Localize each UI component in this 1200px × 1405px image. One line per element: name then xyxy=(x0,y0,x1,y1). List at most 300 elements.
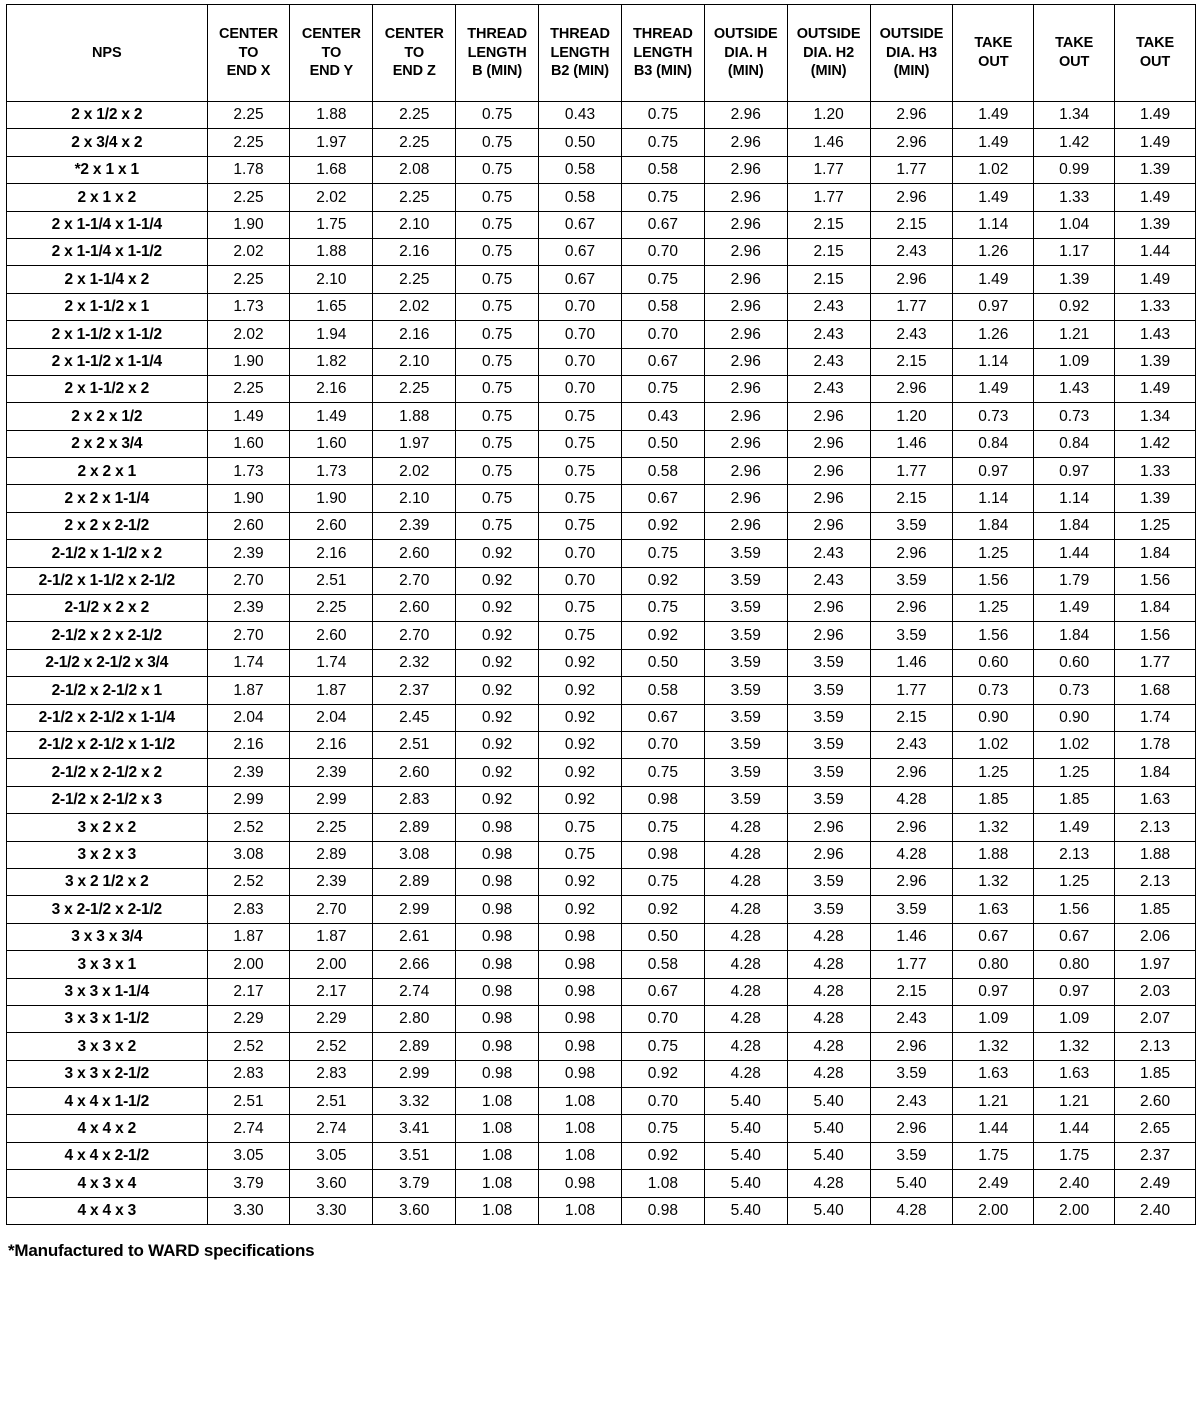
cell-b: 0.92 xyxy=(456,622,539,649)
column-header-line: TAKE xyxy=(974,35,1013,52)
cell-h: 4.28 xyxy=(704,868,787,895)
cell-t2: 1.42 xyxy=(1034,129,1115,156)
cell-t1: 1.32 xyxy=(953,868,1034,895)
cell-t3: 2.03 xyxy=(1115,978,1196,1005)
cell-b2: 1.08 xyxy=(539,1142,622,1169)
cell-b3: 0.75 xyxy=(621,759,704,786)
cell-t3: 1.63 xyxy=(1115,786,1196,813)
cell-h2: 3.59 xyxy=(787,677,870,704)
cell-b3: 0.67 xyxy=(621,978,704,1005)
column-header-line: OUTSIDE xyxy=(796,26,861,43)
cell-t1: 1.25 xyxy=(953,595,1034,622)
cell-b: 0.75 xyxy=(456,485,539,512)
cell-nps: 2-1/2 x 2-1/2 x 3/4 xyxy=(7,649,208,676)
cell-b2: 0.98 xyxy=(539,1170,622,1197)
cell-b3: 0.70 xyxy=(621,731,704,758)
cell-b3: 0.70 xyxy=(621,1005,704,1032)
cell-h: 2.96 xyxy=(704,238,787,265)
cell-t3: 1.34 xyxy=(1115,403,1196,430)
cell-t3: 1.39 xyxy=(1115,211,1196,238)
cell-x: 2.39 xyxy=(207,540,290,567)
cell-h: 2.96 xyxy=(704,266,787,293)
cell-y: 2.52 xyxy=(290,1033,373,1060)
fitting-dimensions-table xyxy=(6,4,1196,1225)
cell-h: 2.96 xyxy=(704,375,787,402)
cell-b3: 0.92 xyxy=(621,1142,704,1169)
cell-b2: 1.08 xyxy=(539,1088,622,1115)
cell-x: 2.60 xyxy=(207,512,290,539)
column-header-x xyxy=(207,5,290,102)
cell-h: 5.40 xyxy=(704,1115,787,1142)
cell-t3: 1.49 xyxy=(1115,266,1196,293)
cell-t1: 1.85 xyxy=(953,786,1034,813)
cell-nps: 2 x 2 x 2-1/2 xyxy=(7,512,208,539)
cell-t3: 1.74 xyxy=(1115,704,1196,731)
cell-y: 2.74 xyxy=(290,1115,373,1142)
cell-nps: 3 x 2 1/2 x 2 xyxy=(7,868,208,895)
cell-b2: 1.08 xyxy=(539,1115,622,1142)
cell-t1: 0.67 xyxy=(953,923,1034,950)
cell-h: 4.28 xyxy=(704,814,787,841)
cell-b2: 0.70 xyxy=(539,293,622,320)
cell-nps: 2-1/2 x 2 x 2-1/2 xyxy=(7,622,208,649)
cell-y: 1.73 xyxy=(290,458,373,485)
cell-h: 3.59 xyxy=(704,567,787,594)
cell-t3: 1.88 xyxy=(1115,841,1196,868)
cell-h: 3.59 xyxy=(704,595,787,622)
cell-x: 2.29 xyxy=(207,1005,290,1032)
column-header-t3 xyxy=(1115,5,1196,102)
cell-t3: 2.07 xyxy=(1115,1005,1196,1032)
cell-b3: 0.43 xyxy=(621,403,704,430)
cell-nps: 2 x 2 x 1/2 xyxy=(7,403,208,430)
cell-t2: 1.02 xyxy=(1034,731,1115,758)
cell-y: 1.87 xyxy=(290,677,373,704)
column-header-b xyxy=(456,5,539,102)
cell-t3: 1.33 xyxy=(1115,293,1196,320)
cell-h2: 2.96 xyxy=(787,841,870,868)
cell-t3: 1.44 xyxy=(1115,238,1196,265)
cell-h3: 1.77 xyxy=(870,293,953,320)
cell-b: 0.98 xyxy=(456,868,539,895)
cell-nps: 3 x 3 x 2 xyxy=(7,1033,208,1060)
cell-t2: 2.13 xyxy=(1034,841,1115,868)
column-header-line: OUT xyxy=(978,54,1009,70)
cell-b2: 0.43 xyxy=(539,102,622,129)
cell-z: 2.25 xyxy=(373,102,456,129)
cell-b: 0.98 xyxy=(456,923,539,950)
cell-h2: 1.46 xyxy=(787,129,870,156)
cell-h3: 2.96 xyxy=(870,102,953,129)
cell-t1: 0.80 xyxy=(953,951,1034,978)
cell-b2: 0.98 xyxy=(539,978,622,1005)
cell-b3: 0.75 xyxy=(621,1033,704,1060)
cell-h2: 2.15 xyxy=(787,211,870,238)
cell-h3: 2.96 xyxy=(870,868,953,895)
cell-t3: 2.40 xyxy=(1115,1197,1196,1224)
cell-nps: 2 x 1-1/2 x 1-1/4 xyxy=(7,348,208,375)
cell-z: 2.99 xyxy=(373,896,456,923)
cell-t1: 1.84 xyxy=(953,512,1034,539)
column-header-h3 xyxy=(870,5,953,102)
table-row xyxy=(7,430,1196,457)
table-row xyxy=(7,1115,1196,1142)
table-row xyxy=(7,540,1196,567)
cell-b: 0.75 xyxy=(456,321,539,348)
cell-z: 2.08 xyxy=(373,156,456,183)
cell-b: 0.98 xyxy=(456,896,539,923)
cell-b: 0.75 xyxy=(456,156,539,183)
cell-h3: 1.77 xyxy=(870,458,953,485)
cell-b2: 0.92 xyxy=(539,731,622,758)
cell-h2: 2.43 xyxy=(787,375,870,402)
cell-x: 2.17 xyxy=(207,978,290,1005)
cell-h: 2.96 xyxy=(704,458,787,485)
cell-t2: 1.84 xyxy=(1034,622,1115,649)
cell-x: 2.83 xyxy=(207,896,290,923)
cell-h2: 3.59 xyxy=(787,704,870,731)
table-row xyxy=(7,814,1196,841)
cell-h3: 2.96 xyxy=(870,266,953,293)
cell-y: 2.29 xyxy=(290,1005,373,1032)
cell-b: 0.92 xyxy=(456,759,539,786)
column-header-line: CENTER xyxy=(218,26,278,43)
cell-h3: 2.43 xyxy=(870,1005,953,1032)
table-row xyxy=(7,1197,1196,1224)
table-row xyxy=(7,731,1196,758)
cell-b3: 0.58 xyxy=(621,293,704,320)
table-row xyxy=(7,266,1196,293)
cell-t1: 0.60 xyxy=(953,649,1034,676)
cell-t2: 1.79 xyxy=(1034,567,1115,594)
column-header-line: END Y xyxy=(309,63,354,80)
cell-t3: 1.43 xyxy=(1115,321,1196,348)
cell-x: 1.60 xyxy=(207,430,290,457)
cell-b: 0.98 xyxy=(456,978,539,1005)
cell-t2: 1.09 xyxy=(1034,1005,1115,1032)
cell-t1: 1.26 xyxy=(953,238,1034,265)
cell-nps: 2 x 1-1/4 x 1-1/2 xyxy=(7,238,208,265)
cell-t2: 0.80 xyxy=(1034,951,1115,978)
cell-t3: 1.85 xyxy=(1115,1060,1196,1087)
column-header-line: TAKE xyxy=(1055,35,1094,52)
cell-x: 1.90 xyxy=(207,348,290,375)
table-row xyxy=(7,1088,1196,1115)
cell-h2: 3.59 xyxy=(787,868,870,895)
cell-b2: 0.75 xyxy=(539,814,622,841)
cell-t1: 1.14 xyxy=(953,485,1034,512)
column-header-line: NPS xyxy=(92,44,122,61)
cell-h2: 4.28 xyxy=(787,923,870,950)
column-header-line: OUTSIDE xyxy=(879,26,944,43)
cell-h: 2.96 xyxy=(704,156,787,183)
cell-t2: 0.99 xyxy=(1034,156,1115,183)
cell-z: 2.02 xyxy=(373,458,456,485)
cell-b: 0.92 xyxy=(456,567,539,594)
cell-b: 0.75 xyxy=(456,184,539,211)
cell-b3: 1.08 xyxy=(621,1170,704,1197)
cell-b: 0.75 xyxy=(456,458,539,485)
cell-y: 1.60 xyxy=(290,430,373,457)
cell-nps: 3 x 2-1/2 x 2-1/2 xyxy=(7,896,208,923)
column-header-line: THREAD xyxy=(632,26,693,43)
cell-y: 1.90 xyxy=(290,485,373,512)
cell-h3: 3.59 xyxy=(870,896,953,923)
cell-z: 2.16 xyxy=(373,321,456,348)
cell-z: 2.89 xyxy=(373,868,456,895)
table-row xyxy=(7,868,1196,895)
cell-t2: 1.43 xyxy=(1034,375,1115,402)
cell-h3: 1.46 xyxy=(870,649,953,676)
cell-b: 1.08 xyxy=(456,1115,539,1142)
table-row xyxy=(7,622,1196,649)
cell-t2: 1.14 xyxy=(1034,485,1115,512)
cell-h2: 4.28 xyxy=(787,1170,870,1197)
cell-h3: 5.40 xyxy=(870,1170,953,1197)
cell-z: 2.10 xyxy=(373,485,456,512)
cell-b: 1.08 xyxy=(456,1088,539,1115)
cell-h2: 5.40 xyxy=(787,1197,870,1224)
cell-z: 1.88 xyxy=(373,403,456,430)
cell-h2: 5.40 xyxy=(787,1115,870,1142)
cell-z: 2.61 xyxy=(373,923,456,950)
cell-x: 2.25 xyxy=(207,266,290,293)
cell-h: 2.96 xyxy=(704,512,787,539)
cell-y: 1.94 xyxy=(290,321,373,348)
cell-t2: 1.33 xyxy=(1034,184,1115,211)
cell-h2: 5.40 xyxy=(787,1088,870,1115)
cell-nps: 2-1/2 x 2-1/2 x 1-1/2 xyxy=(7,731,208,758)
cell-t3: 1.49 xyxy=(1115,375,1196,402)
cell-b3: 0.70 xyxy=(621,321,704,348)
table-row xyxy=(7,677,1196,704)
cell-b2: 0.98 xyxy=(539,1033,622,1060)
cell-b2: 0.75 xyxy=(539,841,622,868)
cell-h2: 3.59 xyxy=(787,786,870,813)
cell-b3: 0.67 xyxy=(621,704,704,731)
cell-h3: 4.28 xyxy=(870,786,953,813)
cell-nps: 4 x 3 x 4 xyxy=(7,1170,208,1197)
column-header-line: THREAD xyxy=(550,26,610,43)
cell-z: 2.74 xyxy=(373,978,456,1005)
cell-x: 3.08 xyxy=(207,841,290,868)
table-row xyxy=(7,567,1196,594)
cell-b3: 0.75 xyxy=(621,814,704,841)
column-header-line: LENGTH xyxy=(550,44,610,61)
cell-b2: 0.92 xyxy=(539,677,622,704)
cell-t1: 1.56 xyxy=(953,622,1034,649)
cell-x: 2.25 xyxy=(207,184,290,211)
cell-nps: 3 x 3 x 1-1/4 xyxy=(7,978,208,1005)
cell-nps: 2 x 1 x 2 xyxy=(7,184,208,211)
table-row xyxy=(7,786,1196,813)
cell-b3: 0.92 xyxy=(621,622,704,649)
cell-b2: 0.92 xyxy=(539,704,622,731)
cell-b3: 0.92 xyxy=(621,567,704,594)
cell-t1: 1.02 xyxy=(953,731,1034,758)
cell-x: 1.90 xyxy=(207,211,290,238)
cell-t3: 2.65 xyxy=(1115,1115,1196,1142)
cell-b3: 0.50 xyxy=(621,649,704,676)
cell-nps: 3 x 2 x 2 xyxy=(7,814,208,841)
cell-y: 1.65 xyxy=(290,293,373,320)
cell-h2: 4.28 xyxy=(787,1033,870,1060)
cell-y: 2.51 xyxy=(290,567,373,594)
cell-y: 1.82 xyxy=(290,348,373,375)
cell-z: 2.80 xyxy=(373,1005,456,1032)
cell-h3: 1.20 xyxy=(870,403,953,430)
table-row xyxy=(7,458,1196,485)
cell-h: 2.96 xyxy=(704,129,787,156)
cell-b: 0.92 xyxy=(456,595,539,622)
cell-h2: 4.28 xyxy=(787,1060,870,1087)
cell-y: 3.60 xyxy=(290,1170,373,1197)
table-row xyxy=(7,184,1196,211)
cell-y: 1.87 xyxy=(290,923,373,950)
cell-h2: 2.43 xyxy=(787,540,870,567)
cell-h2: 3.59 xyxy=(787,731,870,758)
cell-t1: 0.90 xyxy=(953,704,1034,731)
cell-t3: 2.13 xyxy=(1115,868,1196,895)
cell-h3: 4.28 xyxy=(870,841,953,868)
cell-b2: 0.98 xyxy=(539,1060,622,1087)
cell-b: 0.75 xyxy=(456,211,539,238)
cell-t1: 1.49 xyxy=(953,102,1034,129)
cell-t2: 0.67 xyxy=(1034,923,1115,950)
cell-y: 2.02 xyxy=(290,184,373,211)
cell-z: 2.37 xyxy=(373,677,456,704)
cell-t3: 2.49 xyxy=(1115,1170,1196,1197)
cell-x: 2.99 xyxy=(207,786,290,813)
cell-h: 2.96 xyxy=(704,102,787,129)
cell-h: 2.96 xyxy=(704,293,787,320)
cell-b3: 0.58 xyxy=(621,951,704,978)
cell-b: 0.75 xyxy=(456,238,539,265)
cell-t2: 1.34 xyxy=(1034,102,1115,129)
cell-b3: 0.58 xyxy=(621,156,704,183)
cell-x: 2.52 xyxy=(207,814,290,841)
cell-y: 2.70 xyxy=(290,896,373,923)
cell-z: 1.97 xyxy=(373,430,456,457)
cell-h: 3.59 xyxy=(704,677,787,704)
cell-z: 2.70 xyxy=(373,567,456,594)
table-row xyxy=(7,485,1196,512)
cell-h3: 3.59 xyxy=(870,512,953,539)
column-header-line: OUTSIDE xyxy=(713,26,778,43)
cell-x: 2.16 xyxy=(207,731,290,758)
cell-b: 0.75 xyxy=(456,348,539,375)
cell-x: 3.30 xyxy=(207,1197,290,1224)
cell-t3: 1.84 xyxy=(1115,759,1196,786)
cell-b3: 0.92 xyxy=(621,512,704,539)
cell-z: 2.25 xyxy=(373,129,456,156)
cell-z: 2.10 xyxy=(373,348,456,375)
cell-nps: 2 x 3/4 x 2 xyxy=(7,129,208,156)
cell-h: 3.59 xyxy=(704,540,787,567)
cell-h3: 1.77 xyxy=(870,156,953,183)
cell-x: 1.49 xyxy=(207,403,290,430)
cell-h2: 2.96 xyxy=(787,512,870,539)
cell-h3: 3.59 xyxy=(870,1142,953,1169)
column-header-t1 xyxy=(953,5,1034,102)
cell-h: 4.28 xyxy=(704,1033,787,1060)
cell-t3: 1.39 xyxy=(1115,485,1196,512)
cell-t2: 1.85 xyxy=(1034,786,1115,813)
cell-t2: 1.75 xyxy=(1034,1142,1115,1169)
cell-b3: 0.67 xyxy=(621,211,704,238)
cell-x: 2.52 xyxy=(207,868,290,895)
cell-t2: 0.84 xyxy=(1034,430,1115,457)
cell-t1: 1.32 xyxy=(953,814,1034,841)
cell-y: 3.05 xyxy=(290,1142,373,1169)
column-header-line: TO xyxy=(238,44,259,61)
cell-z: 2.99 xyxy=(373,1060,456,1087)
table-row xyxy=(7,348,1196,375)
column-header-line: (MIN) xyxy=(727,63,764,80)
cell-h2: 1.77 xyxy=(787,184,870,211)
cell-x: 1.90 xyxy=(207,485,290,512)
cell-t1: 0.97 xyxy=(953,458,1034,485)
cell-b3: 0.58 xyxy=(621,677,704,704)
cell-b: 0.75 xyxy=(456,403,539,430)
cell-z: 2.89 xyxy=(373,1033,456,1060)
cell-h3: 2.15 xyxy=(870,211,953,238)
cell-y: 1.97 xyxy=(290,129,373,156)
cell-t1: 1.44 xyxy=(953,1115,1034,1142)
table-row xyxy=(7,841,1196,868)
cell-h2: 4.28 xyxy=(787,1005,870,1032)
cell-nps: 4 x 4 x 2-1/2 xyxy=(7,1142,208,1169)
cell-t2: 1.49 xyxy=(1034,595,1115,622)
cell-t3: 1.49 xyxy=(1115,102,1196,129)
cell-b2: 0.70 xyxy=(539,321,622,348)
table-row xyxy=(7,156,1196,183)
cell-t2: 1.21 xyxy=(1034,1088,1115,1115)
table-row xyxy=(7,595,1196,622)
cell-b: 1.08 xyxy=(456,1170,539,1197)
cell-z: 3.41 xyxy=(373,1115,456,1142)
cell-y: 2.60 xyxy=(290,622,373,649)
cell-t2: 2.40 xyxy=(1034,1170,1115,1197)
cell-b2: 1.08 xyxy=(539,1197,622,1224)
cell-t3: 1.68 xyxy=(1115,677,1196,704)
cell-nps: 2 x 1-1/2 x 1-1/2 xyxy=(7,321,208,348)
cell-t1: 1.21 xyxy=(953,1088,1034,1115)
table-body xyxy=(7,102,1196,1225)
cell-t3: 1.56 xyxy=(1115,622,1196,649)
cell-h: 5.40 xyxy=(704,1197,787,1224)
cell-nps: 4 x 4 x 1-1/2 xyxy=(7,1088,208,1115)
cell-b3: 0.75 xyxy=(621,1115,704,1142)
footnote: *Manufactured to WARD specifications xyxy=(8,1241,315,1261)
cell-t2: 1.04 xyxy=(1034,211,1115,238)
cell-h3: 2.43 xyxy=(870,321,953,348)
cell-t2: 1.25 xyxy=(1034,759,1115,786)
cell-t1: 0.97 xyxy=(953,978,1034,1005)
cell-t1: 1.26 xyxy=(953,321,1034,348)
column-header-line: (MIN) xyxy=(810,63,847,80)
column-header-line: LENGTH xyxy=(467,44,527,61)
cell-t3: 2.13 xyxy=(1115,1033,1196,1060)
column-header-line: (MIN) xyxy=(893,63,930,80)
cell-y: 1.75 xyxy=(290,211,373,238)
table-row xyxy=(7,1170,1196,1197)
cell-nps: 2 x 2 x 1-1/4 xyxy=(7,485,208,512)
cell-h2: 3.59 xyxy=(787,649,870,676)
cell-h: 5.40 xyxy=(704,1142,787,1169)
column-header-line: LENGTH xyxy=(633,44,693,61)
column-header-line: B3 (MIN) xyxy=(633,63,692,80)
